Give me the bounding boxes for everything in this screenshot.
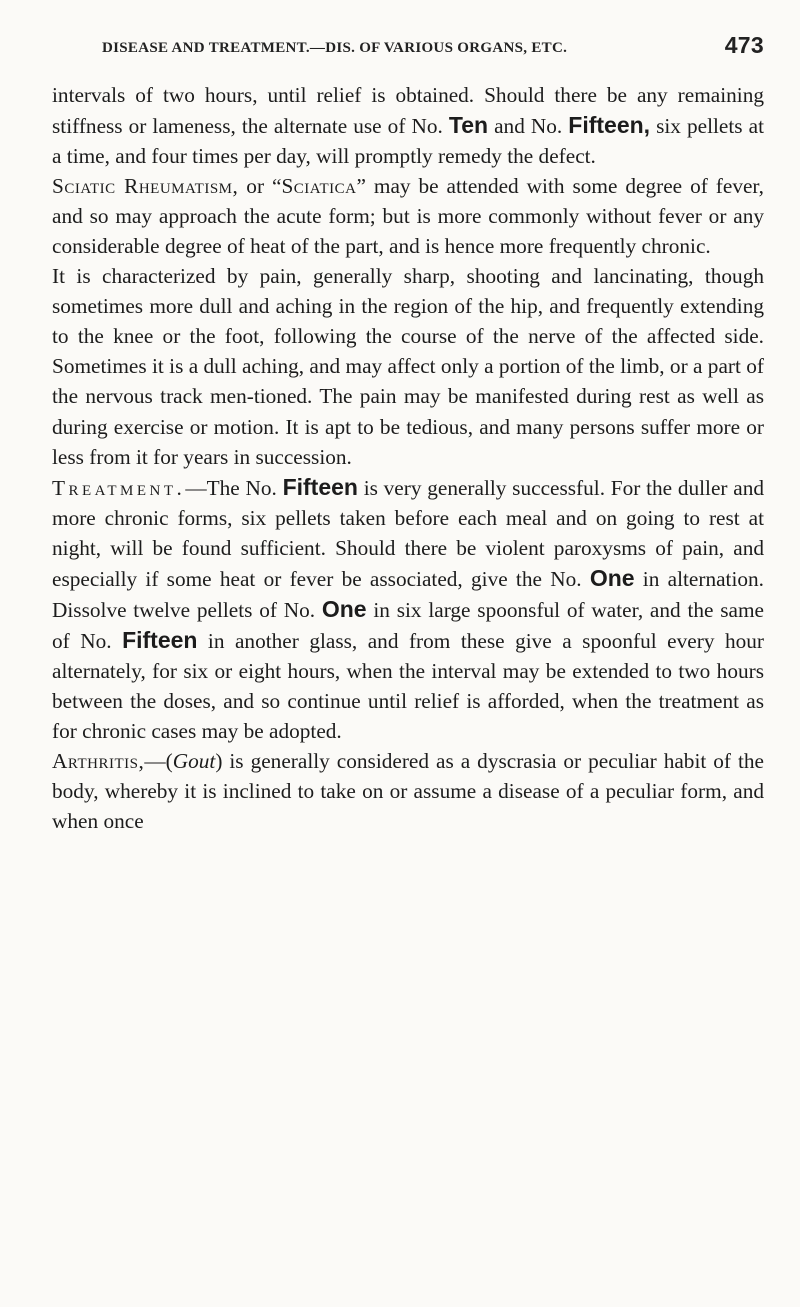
text-run: or “ [238, 174, 282, 199]
text-run: in six large spoonsful of water, and the same of No. [52, 597, 764, 653]
paragraph-treatment [52, 472, 764, 746]
text-run: and No. [488, 114, 569, 139]
text-run: —The No. [185, 475, 283, 500]
section-heading: Arthritis, [52, 749, 145, 774]
text-run: intervals of two hours, until relief is obtained. Should there be any remaining stiffness or lameness, the alternate use of No. [52, 83, 764, 139]
text-run: in another glass, and from these give a spoonful every hour alternately, for six or eight hours, when the interval may be extended to two hours between the doses, and so continue until relief is afforded, when the treatment as for chronic cases may be adopted. [52, 628, 764, 743]
text-run: six pellets at a time, and four times per day, will promptly remedy the defect. [52, 114, 765, 169]
body-text [52, 80, 764, 836]
remedy-number: Fifteen, [568, 112, 651, 139]
paragraph-symptoms: It is characterized by pain, generally sharp, shooting and lancinating, though sometimes more dull and aching in the region of the hip, and frequently extending to the knee or the foot, following the course of the nerve of the affected side. Sometimes it is a dull aching, and may affect only a portion of the limb, or a part of the nervous track men-tioned. The pain may be manifested during rest as well as during exercise or motion. It is apt to be tedious, and many persons suffer more or less from it for years in succession. [52, 264, 764, 469]
page-header [52, 32, 764, 64]
paragraph-sciatic-rheumatism [52, 171, 764, 261]
text-run: is very generally successful. For the duller and more chronic forms, six pellets taken before each meal and on going to rest at night, will be found sufficient. Should there be violent paroxysms of pain, and especially if some heat or fever be associated, give the No. [52, 475, 764, 591]
text-run: —( [144, 749, 173, 774]
paragraph-arthritis [52, 746, 764, 836]
section-heading: Treatment. [52, 475, 186, 500]
remedy-number: Fifteen [282, 473, 358, 500]
remedy-number: One [321, 595, 367, 622]
text-run: ” may be attended with some degree of fever, and so may approach the acute form; but is more commonly without fever or any considerable degree of heat of the part, and is hence more frequently chronic. [52, 174, 765, 259]
text-run: ) is generally considered as a dyscrasia or peculiar habit of the body, whereby it is inclined to take on or assume a disease of a peculiar form, and when once [52, 749, 764, 834]
term: Sciatica [281, 174, 357, 199]
term: Gout [172, 749, 216, 774]
text-run: in alternation. Dissolve twelve pellets of No. [52, 566, 765, 622]
section-heading: Sciatic Rheumatism, [52, 174, 239, 199]
remedy-number: Ten [448, 112, 489, 139]
page-number: 473 [724, 32, 764, 58]
paragraph-continuation [52, 80, 764, 171]
remedy-number: Fifteen [122, 626, 198, 653]
running-title: DISEASE AND TREATMENT.—DIS. OF VARIOUS ORGANS, ETC. [102, 40, 568, 56]
remedy-number: One [589, 564, 635, 591]
